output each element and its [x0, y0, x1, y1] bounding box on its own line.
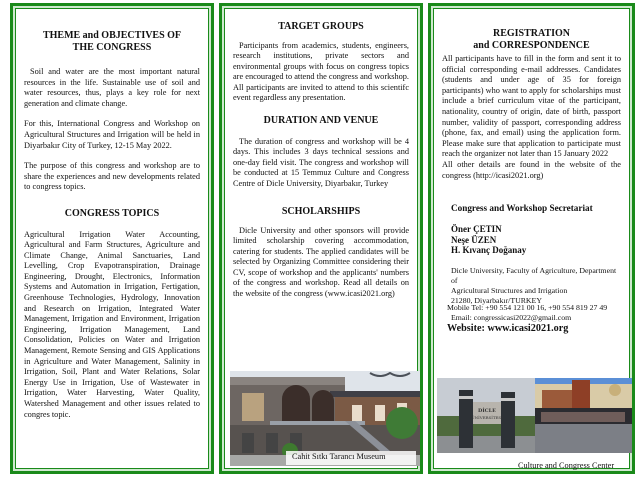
- scholarship-section: [233, 206, 409, 300]
- museum-caption: Cahit Sıtkı Tarancı Museum: [292, 452, 386, 461]
- panel-registration: [428, 3, 635, 474]
- theme-paragraph-1: Soil and water are the most important natural resources in the life. Sustainable use of soil and water resources, thus, plays a key role for next generation and climate change.: [24, 67, 200, 108]
- scholarship-text: Dicle University and other sponsors will provide limited scholarship covering accommodation, catering for students. The applied candidates will be selected by Organizing Committee considering their CV, scope of workshop and the applicants' numbers of the congress and workshop. Read all details on the website of the congress (www.icasi2021.org): [233, 225, 409, 299]
- theme-paragraph-3: The purpose of this congress and workshop are to share the experiences and new developments related to congress topics.: [24, 161, 200, 192]
- congress-center-illustration: [437, 378, 632, 453]
- topics-section: [24, 208, 200, 420]
- secretariat-title: Congress and Workshop Secretariat: [451, 203, 593, 213]
- address-line-1: Dicle University, Faculty of Agriculture, Department of: [451, 265, 617, 285]
- panel-inner: [433, 8, 630, 469]
- duration-section: [233, 115, 409, 189]
- theme-title-line1: THEME and OBJECTIVES OF: [42, 30, 182, 41]
- museum-photo: [230, 371, 420, 466]
- panel-inner: [224, 8, 418, 469]
- panel-theme-topics: [10, 3, 214, 474]
- registration-section: [442, 28, 621, 181]
- target-section: [233, 21, 409, 104]
- secretariat-name: Öner ÇETIN: [451, 224, 502, 234]
- sign-text-1: DİCLE: [478, 408, 496, 414]
- secretariat-section: [451, 203, 621, 306]
- scholarship-title: SCHOLARSHIPS: [281, 206, 361, 217]
- congress-center-caption: Culture and Congress Center: [518, 461, 615, 470]
- topics-title: CONGRESS TOPICS: [64, 208, 160, 219]
- target-title: TARGET GROUPS: [278, 21, 364, 32]
- address-line-3: 21280, Diyarbakır/TURKEY: [451, 295, 542, 305]
- topics-text: Agricultural Irrigation Water Accounting, Agricultural and Farm Structures, Agriculture and Climate Change, Animal Sanctuaries, Land Levelling, Crop Evapotranspiration, Drainage Engineering, Drought, Electronics, Information Systems and Automation in Irrigation, Fertigation, Greenhouse Technologies, Hydrology, Innovation and Research on Irrigation, Integrated Water Management, Irrigation and Environment, Irrigation Engineering, Irrigation Management, Land Consolidation, Policies on Water and Irrigation Management, Remote Sensing and GIS Applications in Agriculture and Water Management, Salinity in Irrigation, Soil, Plant and Water Relations, Solar Energy Use in Irrigation, Use of Wastewater in Irrigation, Water Harvesting, Water Quality, Watershed Management and other issues related to congres topic.: [24, 229, 200, 419]
- contact-block: [447, 303, 621, 334]
- email-address[interactable]: Email: congressicasi2022@gmail.com: [451, 313, 572, 322]
- address-block: [451, 266, 621, 306]
- registration-text: All participants have to fill in the form and sent it to official corresponding e-mail addresses. Candidates (students and under age of 35 for foreign participants) who want to apply for scholarships must include a brief curriculum vitae of the participant, nationality, country of origin, date of birth, passport number, validity of passport, corresponding address (phone, fax, and email) using the application form. Please make sure that application to participate must reach the organizer not later than 15 January 2022: [442, 54, 621, 159]
- registration-text-2: All other details are found in the website of the congress (http://icasi2021.org): [442, 159, 621, 180]
- congress-center-photo: [437, 378, 632, 453]
- theme-section: [24, 30, 200, 193]
- panel-inner: [15, 8, 209, 469]
- registration-title-line1: REGISTRATION: [492, 28, 571, 39]
- website-link[interactable]: Website: www.icasi2021.org: [447, 323, 569, 334]
- duration-text: The duration of congress and workshop will be 4 days. This includes 3 days technical sessions and one-day field visit. The congress and workshop will be conducted at 15 Temmuz Culture and Congress Centre of Dicle University, Diyarbakır, Turkey: [233, 136, 409, 188]
- target-text: Participants from academics, students, engineers, research institutions, private sectors and environmental groups with focus on congress topics are encouraged to attend the congress and workshop. All participants are invited to attend to this scientifc event regardless any presentation.: [233, 40, 409, 103]
- registration-title-line2: and CORRESPONDENCE: [473, 39, 590, 51]
- secretariat-name: H. Kıvanç Doğanay: [451, 245, 527, 255]
- secretariat-names: [451, 224, 621, 256]
- theme-title-line2: THE CONGRESS: [72, 41, 152, 53]
- phone-numbers: Mobile Tel: +90 554 121 00 16, +90 554 819 27 49: [447, 303, 608, 312]
- sign-text-2: ÜNİVERSİTESİ: [471, 415, 503, 420]
- secretariat-name: Neşe ÜZEN: [451, 234, 497, 245]
- theme-paragraph-2: For this, International Congress and Workshop on Agricultural Structures and Irrigation will be held in Diyarbakır City of Turkey, 12-15 May 2022.: [24, 119, 200, 150]
- address-line-2: Agricultural Structures and Irrigation: [451, 285, 568, 295]
- panel-target-duration-scholarships: [219, 3, 423, 474]
- duration-title: DURATION AND VENUE: [263, 115, 379, 126]
